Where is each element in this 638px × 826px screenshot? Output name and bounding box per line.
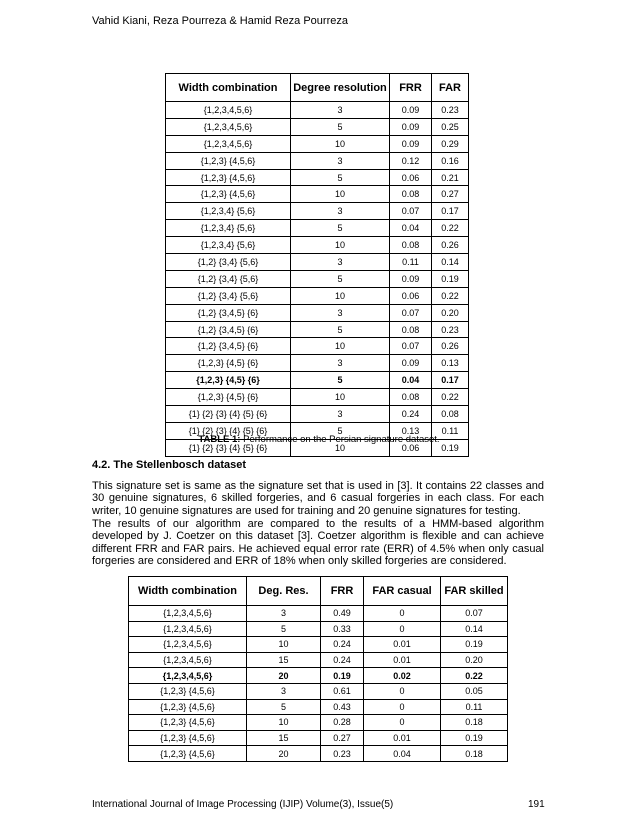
table-cell: {1,2,3,4,5,6}	[166, 118, 291, 135]
table-cell: {1,2,3,4} {5,6}	[166, 220, 291, 237]
table-row	[166, 152, 469, 169]
column-header: FRR	[390, 74, 432, 102]
table-cell: {1,2,3} {4,5,6}	[129, 699, 247, 715]
table-cell: 0.01	[364, 652, 441, 668]
table-cell: 0.23	[432, 102, 469, 119]
table-cell: 0.06	[390, 169, 432, 186]
table-cell: 0.22	[432, 220, 469, 237]
table-row	[166, 169, 469, 186]
table-cell: 0.23	[321, 746, 364, 762]
table-cell: 0.22	[441, 668, 508, 684]
table-cell: 0.08	[390, 321, 432, 338]
table-cell: 0.13	[432, 355, 469, 372]
table-cell: 0.08	[432, 406, 469, 423]
table-cell: 0.27	[321, 730, 364, 746]
table-cell: 0.43	[321, 699, 364, 715]
table-row	[129, 652, 508, 668]
table-cell: 0.18	[441, 715, 508, 731]
page-number: 191	[528, 799, 545, 810]
table-row	[166, 203, 469, 220]
table-cell: 3	[291, 406, 390, 423]
table-row	[129, 715, 508, 731]
table-caption	[0, 434, 638, 445]
table-row	[129, 637, 508, 653]
table-cell: 0.19	[441, 637, 508, 653]
table-cell: 0.11	[390, 254, 432, 271]
table-cell: 0.17	[432, 203, 469, 220]
table-cell: 5	[291, 118, 390, 135]
table-cell: 10	[291, 135, 390, 152]
table-cell: 0.16	[432, 152, 469, 169]
table-cell: 5	[247, 699, 321, 715]
table-header-row	[129, 577, 508, 606]
table-cell: 0.20	[432, 304, 469, 321]
running-header: Vahid Kiani, Reza Pourreza & Hamid Reza Pourreza	[92, 15, 348, 27]
table-cell: 0.19	[321, 668, 364, 684]
table-cell: 5	[291, 422, 390, 439]
table-cell: 0.07	[390, 203, 432, 220]
paragraph: The results of our algorithm are compared to the results of a HMM-based algorithm developed by J. Coetzer on this dataset [3]. Coetzer algorithm is flexible and can achieve different FRR and FAR pairs. He achieved equal error rate (ERR) of 4.5% when only casual forgeries are considered and ERR of 18% when only skilled forgeries are considered.	[92, 518, 544, 568]
table-cell: 10	[247, 715, 321, 731]
table-row	[129, 621, 508, 637]
table-cell: 5	[247, 621, 321, 637]
table-cell: 0.27	[432, 186, 469, 203]
table-cell: 0.06	[390, 287, 432, 304]
table-cell: 0.33	[321, 621, 364, 637]
table-cell: 0.04	[390, 220, 432, 237]
table-cell: 0.18	[441, 746, 508, 762]
table-row	[166, 254, 469, 271]
table-cell: 0.49	[321, 606, 364, 622]
table-header-row	[166, 74, 469, 102]
table-cell: {1,2,3,4,5,6}	[129, 652, 247, 668]
table-row	[166, 135, 469, 152]
column-header: Deg. Res.	[247, 577, 321, 606]
table-cell: {1,2} {3,4,5} {6}	[166, 304, 291, 321]
table-cell: 0.12	[390, 152, 432, 169]
table-stellenbosch-results	[128, 576, 508, 762]
table-cell: 5	[291, 321, 390, 338]
table-cell: 10	[291, 186, 390, 203]
table-cell: 3	[291, 203, 390, 220]
table-cell: 3	[291, 152, 390, 169]
table-cell: {1,2} {3,4} {5,6}	[166, 270, 291, 287]
table-row	[166, 186, 469, 203]
table-cell: {1,2,3} {4,5,6}	[129, 715, 247, 731]
table-cell: 0.61	[321, 683, 364, 699]
table-cell: 15	[247, 730, 321, 746]
table-cell: 0	[364, 683, 441, 699]
column-header: FAR casual	[364, 577, 441, 606]
table-cell: 5	[291, 270, 390, 287]
table-cell: 3	[291, 102, 390, 119]
table-cell: 0	[364, 606, 441, 622]
table-cell: 0.19	[432, 439, 469, 456]
table-cell: 0.24	[321, 652, 364, 668]
table-cell: {1,2,3,4} {5,6}	[166, 237, 291, 254]
table-cell: {1} {2} {3} {4} {5} {6}	[166, 439, 291, 456]
table-body	[166, 102, 469, 457]
table-cell: 0.07	[441, 606, 508, 622]
table-row	[166, 102, 469, 119]
column-header: Width combination	[166, 74, 291, 102]
table-row	[129, 668, 508, 684]
table-cell: 0.01	[364, 730, 441, 746]
table-persian-results	[165, 73, 469, 457]
table-cell: 0.09	[390, 135, 432, 152]
table-cell: {1} {2} {3} {4} {5} {6}	[166, 422, 291, 439]
table-cell: 0.14	[441, 621, 508, 637]
table-cell: 0.08	[390, 389, 432, 406]
table-cell: 3	[291, 355, 390, 372]
table-cell: 0.01	[364, 637, 441, 653]
table-cell: {1,2} {3,4,5} {6}	[166, 321, 291, 338]
table-cell: 0.13	[390, 422, 432, 439]
table-cell: 0.02	[364, 668, 441, 684]
table-cell: 0.09	[390, 355, 432, 372]
table-cell: 0.22	[432, 389, 469, 406]
table-cell: 3	[291, 254, 390, 271]
table-row	[129, 683, 508, 699]
table-row	[129, 746, 508, 762]
table-row	[129, 606, 508, 622]
table-cell: 0.05	[441, 683, 508, 699]
table-cell: {1,2} {3,4,5} {6}	[166, 338, 291, 355]
table-cell: {1,2,3} {4,5,6}	[129, 683, 247, 699]
table-cell: 0	[364, 699, 441, 715]
table-cell: 10	[291, 389, 390, 406]
table-row	[129, 699, 508, 715]
table-cell: {1,2,3,4,5,6}	[129, 606, 247, 622]
table-row	[166, 270, 469, 287]
caption-text: Performance on the Persian signature dataset.	[240, 434, 440, 445]
table-cell: 5	[291, 220, 390, 237]
table-cell: 0.29	[432, 135, 469, 152]
table-cell: 0.20	[441, 652, 508, 668]
table-row	[166, 389, 469, 406]
table-body	[129, 606, 508, 762]
table-cell: 0	[364, 621, 441, 637]
table-cell: {1,2,3} {4,5,6}	[166, 186, 291, 203]
column-header: Degree resolution	[291, 74, 390, 102]
table-row	[166, 406, 469, 423]
table-cell: 0.06	[390, 439, 432, 456]
table-cell: {1,2,3,4,5,6}	[129, 668, 247, 684]
table-row	[166, 338, 469, 355]
table-cell: 15	[247, 652, 321, 668]
table-row	[129, 730, 508, 746]
table-cell: {1,2,3,4} {5,6}	[166, 203, 291, 220]
table-cell: {1,2,3,4,5,6}	[166, 102, 291, 119]
table-cell: 0.21	[432, 169, 469, 186]
table-cell: 3	[247, 606, 321, 622]
table-cell: 0.09	[390, 102, 432, 119]
table-cell: 10	[291, 439, 390, 456]
table-cell: 0.17	[432, 372, 469, 389]
table-cell: 0.08	[390, 237, 432, 254]
table-cell: 0.19	[432, 270, 469, 287]
table-cell: 0	[364, 715, 441, 731]
table-cell: 10	[291, 338, 390, 355]
table-cell: 0.22	[432, 287, 469, 304]
table-cell: 5	[291, 372, 390, 389]
table-cell: {1,2,3,4,5,6}	[129, 637, 247, 653]
table-row	[166, 220, 469, 237]
table-cell: 20	[247, 668, 321, 684]
table-cell: {1,2,3} {4,5} {6}	[166, 389, 291, 406]
table-row	[166, 321, 469, 338]
table-cell: {1,2,3} {4,5,6}	[166, 169, 291, 186]
table-cell: 0.04	[390, 372, 432, 389]
table-cell: 0.11	[432, 422, 469, 439]
caption-label: TABLE 1:	[198, 434, 241, 445]
table-cell: 0.26	[432, 338, 469, 355]
column-header: FRR	[321, 577, 364, 606]
table-cell: 0.23	[432, 321, 469, 338]
table-cell: {1,2,3,4,5,6}	[166, 135, 291, 152]
table-cell: 0.04	[364, 746, 441, 762]
table-cell: 0.19	[441, 730, 508, 746]
table-cell: 0.25	[432, 118, 469, 135]
footer-journal: International Journal of Image Processing (IJIP) Volume(3), Issue(5)	[92, 799, 394, 810]
column-header: FAR skilled	[441, 577, 508, 606]
table-cell: {1,2} {3,4} {5,6}	[166, 287, 291, 304]
table-cell: 0.07	[390, 304, 432, 321]
table-row	[166, 355, 469, 372]
table-cell: {1,2,3} {4,5,6}	[129, 746, 247, 762]
table-cell: 0.26	[432, 237, 469, 254]
table-cell: {1,2,3} {4,5,6}	[129, 730, 247, 746]
table-cell: {1,2,3} {4,5,6}	[166, 152, 291, 169]
column-header: Width combination	[129, 577, 247, 606]
table-cell: 5	[291, 169, 390, 186]
column-header: FAR	[432, 74, 469, 102]
table-cell: {1} {2} {3} {4} {5} {6}	[166, 406, 291, 423]
table-cell: 0.28	[321, 715, 364, 731]
table-cell: 0.09	[390, 118, 432, 135]
table-cell: 3	[291, 304, 390, 321]
section-heading: 4.2. The Stellenbosch dataset	[92, 459, 247, 471]
paragraph: This signature set is same as the signature set that is used in [3]. It contains 22 classes and 30 genuine signatures, 6 skilled forgeries, and 6 casual forgeries in each class. For each writer, 10 genuine signatures are used for training and 20 genuine signatures for testing.	[92, 480, 544, 517]
table-cell: 0.07	[390, 338, 432, 355]
table-cell: 0.11	[441, 699, 508, 715]
table-row	[166, 304, 469, 321]
table-cell: {1,2,3} {4,5} {6}	[166, 372, 291, 389]
table-cell: 20	[247, 746, 321, 762]
table-cell: {1,2,3,4,5,6}	[129, 621, 247, 637]
table-row	[166, 237, 469, 254]
table-cell: 10	[291, 237, 390, 254]
table-row	[166, 118, 469, 135]
table-cell: {1,2} {3,4} {5,6}	[166, 254, 291, 271]
table-cell: 10	[247, 637, 321, 653]
table-cell: 3	[247, 683, 321, 699]
table-cell: 0.14	[432, 254, 469, 271]
table-cell: 0.24	[390, 406, 432, 423]
table-cell: 0.24	[321, 637, 364, 653]
table-cell: 0.09	[390, 270, 432, 287]
table-row	[166, 372, 469, 389]
table-cell: {1,2,3} {4,5} {6}	[166, 355, 291, 372]
table-row	[166, 287, 469, 304]
table-cell: 10	[291, 287, 390, 304]
table-cell: 0.08	[390, 186, 432, 203]
